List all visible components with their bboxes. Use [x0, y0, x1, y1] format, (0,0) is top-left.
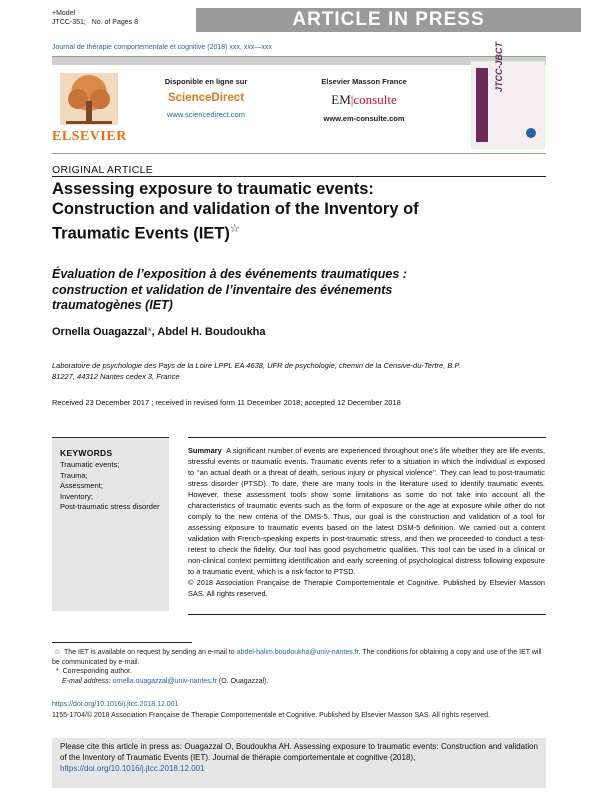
emconsulte-brand: EM|consulte: [331, 92, 397, 107]
elsevier-wordmark: ELSEVIER: [52, 129, 127, 144]
issn-copyright: 1155-1704/© 2018 Association Française de Therapie Comportementale et Cognitive. Published by Elsevier Masson SAS. All rights reserved.: [52, 712, 490, 719]
summary-text: A significant number of events are experienced throughout one’s life whether they are life events, stressful events or traumatic events. Traumatic events refer to a situation in which the individual is exposed to ‘‘an actual death or a threat of death, serious injury or physical violence’’. They can lead to post-traumatic stress disorder (PTSD). To date, there are many tools in the literature used to identify traumatic events. However, these assessment tools show some limitations as some do not take into account all the characteristics of traumatic events such as the form of exposure or the age at exposure while other do not comply to the new criteria of the DMS-5. Thus, our goal is the construction and validation of a tool for assessing exposure to traumatic events based on the latest DSM-5 definition. We carried out a content validation with French-speaking experts in post-traumatic stress, and then we proceeded to conduct a test-retest to check the fidelity. Our tool has good psychometric qualities. This tool can be used in a clinical or non-clinical context permitting identification and early screening of psychological distress following exposure to a traumatic event, which is a risk factor to PTSD.: [188, 446, 546, 576]
french-title: Évaluation de l’exposition à des événements traumatiques : construction et validation de l’inventaire des événements traumatogènes (IET): [52, 267, 407, 312]
em-mark: EM: [331, 92, 351, 107]
footnote-iet-text-b: . The conditions for obtaining a copy and use of the IET will be communicated by e-mail.: [52, 649, 542, 666]
keywords-title: KEYWORDS: [60, 448, 113, 458]
article-in-press-banner: ARTICLE IN PRESS: [196, 8, 581, 32]
cover-spine-bar: [476, 68, 488, 142]
emconsulte-url[interactable]: www.em-consulte.com: [323, 114, 405, 123]
divider: [52, 176, 546, 177]
citation-doi[interactable]: https://doi.org/10.1016/j.jtcc.2018.12.001: [60, 764, 205, 773]
keyword-item: Post-traumatic stress disorder: [60, 502, 160, 511]
keyword-item: Assessment;: [60, 481, 103, 490]
article-type: ORIGINAL ARTICLE: [52, 164, 154, 176]
journal-line[interactable]: Journal de thérapie comportementale et cognitive (2018) xxx, xxx—xxx: [52, 44, 272, 51]
email-label: E-mail address:: [62, 677, 113, 685]
title-text: Assessing exposure to traumatic events: Construction and validation of the Inventory of Traumatic Events (IET): [52, 180, 419, 243]
corresponding-author-mark[interactable]: *: [147, 326, 152, 338]
header-meta: [52, 10, 138, 27]
title-footnote-mark[interactable]: ☆: [229, 223, 240, 235]
doi-link[interactable]: https://doi.org/10.1016/j.jtcc.2018.12.001: [52, 701, 179, 708]
footnote-corresponding: [52, 667, 546, 677]
model-label: +Model: [52, 10, 76, 17]
authors: [52, 326, 266, 338]
sciencedirect-url[interactable]: www.sciencedirect.com: [167, 110, 245, 119]
journal-cover-thumbnail: [471, 41, 545, 149]
consulte-mark: consulte: [353, 92, 397, 107]
article-title: [52, 179, 472, 244]
cover-badge-icon: [526, 128, 536, 138]
cover-title: JTCC-JBCT: [494, 41, 504, 92]
email-link[interactable]: ornella.ouagazzal@univ-nantes.fr: [112, 677, 217, 685]
author-2: , Abdel H. Boudoukha: [151, 326, 266, 338]
citation-text: Please cite this article in press as: Ouagazzal O, Boudoukha AH. Assessing exposure to traumatic events: Construction and validation of the Inventory of Traumatic Events (IET). Journal de thérapie comportementale et cognitive (2018),: [60, 742, 538, 762]
page-count: No. of Pages 8: [91, 18, 138, 26]
summary-bottom-rule: [188, 614, 546, 615]
received-dates: Received 23 December 2017 ; received in revised form 11 December 2018; accepted 12 December 2018: [52, 398, 401, 407]
summary: [188, 445, 545, 599]
summary-label: Summary: [188, 446, 222, 455]
footnote-iet-text-a: The IET is available on request by sending an e-mail to: [64, 649, 237, 656]
email-owner: (O. Ouagazzal).: [216, 677, 269, 685]
affiliation: Laboratoire de psychologie des Pays de la Loire LPPL EA 4638, UFR de psychologie, chemin de la Censive-du-Tertre, B.P. 81227, 44312 Nantes cedex 3, France: [52, 361, 461, 381]
footnotes: [52, 648, 546, 686]
emconsulte-block: [304, 77, 424, 123]
summary-top-rule: [188, 437, 546, 438]
footnote-corr-mark: *: [56, 668, 59, 675]
sciencedirect-label: Disponible en ligne sur: [164, 77, 248, 86]
citation-box: [52, 738, 546, 788]
footnote-corr-text: Corresponding author.: [62, 668, 132, 675]
summary-copyright: © 2018 Association Française de Therapie Comportementale et Cognitive. Published by Elsevier Masson SAS. All rights reserved.: [188, 578, 545, 598]
footnote-rule: [52, 642, 192, 643]
emconsulte-label: Elsevier Masson France: [321, 77, 407, 86]
footnote-iet-email[interactable]: abdel-halim.boudoukha@univ-nantes.fr: [236, 649, 359, 656]
author-1: Ornella Ouagazzal: [52, 326, 148, 338]
keywords-box: [52, 437, 169, 611]
article-ref: JTCC-351;: [52, 18, 86, 26]
footnote-iet: [52, 648, 546, 667]
footnote-email: [52, 677, 546, 687]
keyword-item: Trauma;: [60, 470, 88, 480]
keyword-item: Traumatic events;: [60, 460, 120, 469]
footnote-iet-mark: ☆: [53, 649, 61, 656]
keyword-item: Inventory;: [60, 491, 93, 501]
sciencedirect-block: [146, 77, 266, 119]
sciencedirect-brand: ScienceDirect: [167, 92, 245, 104]
